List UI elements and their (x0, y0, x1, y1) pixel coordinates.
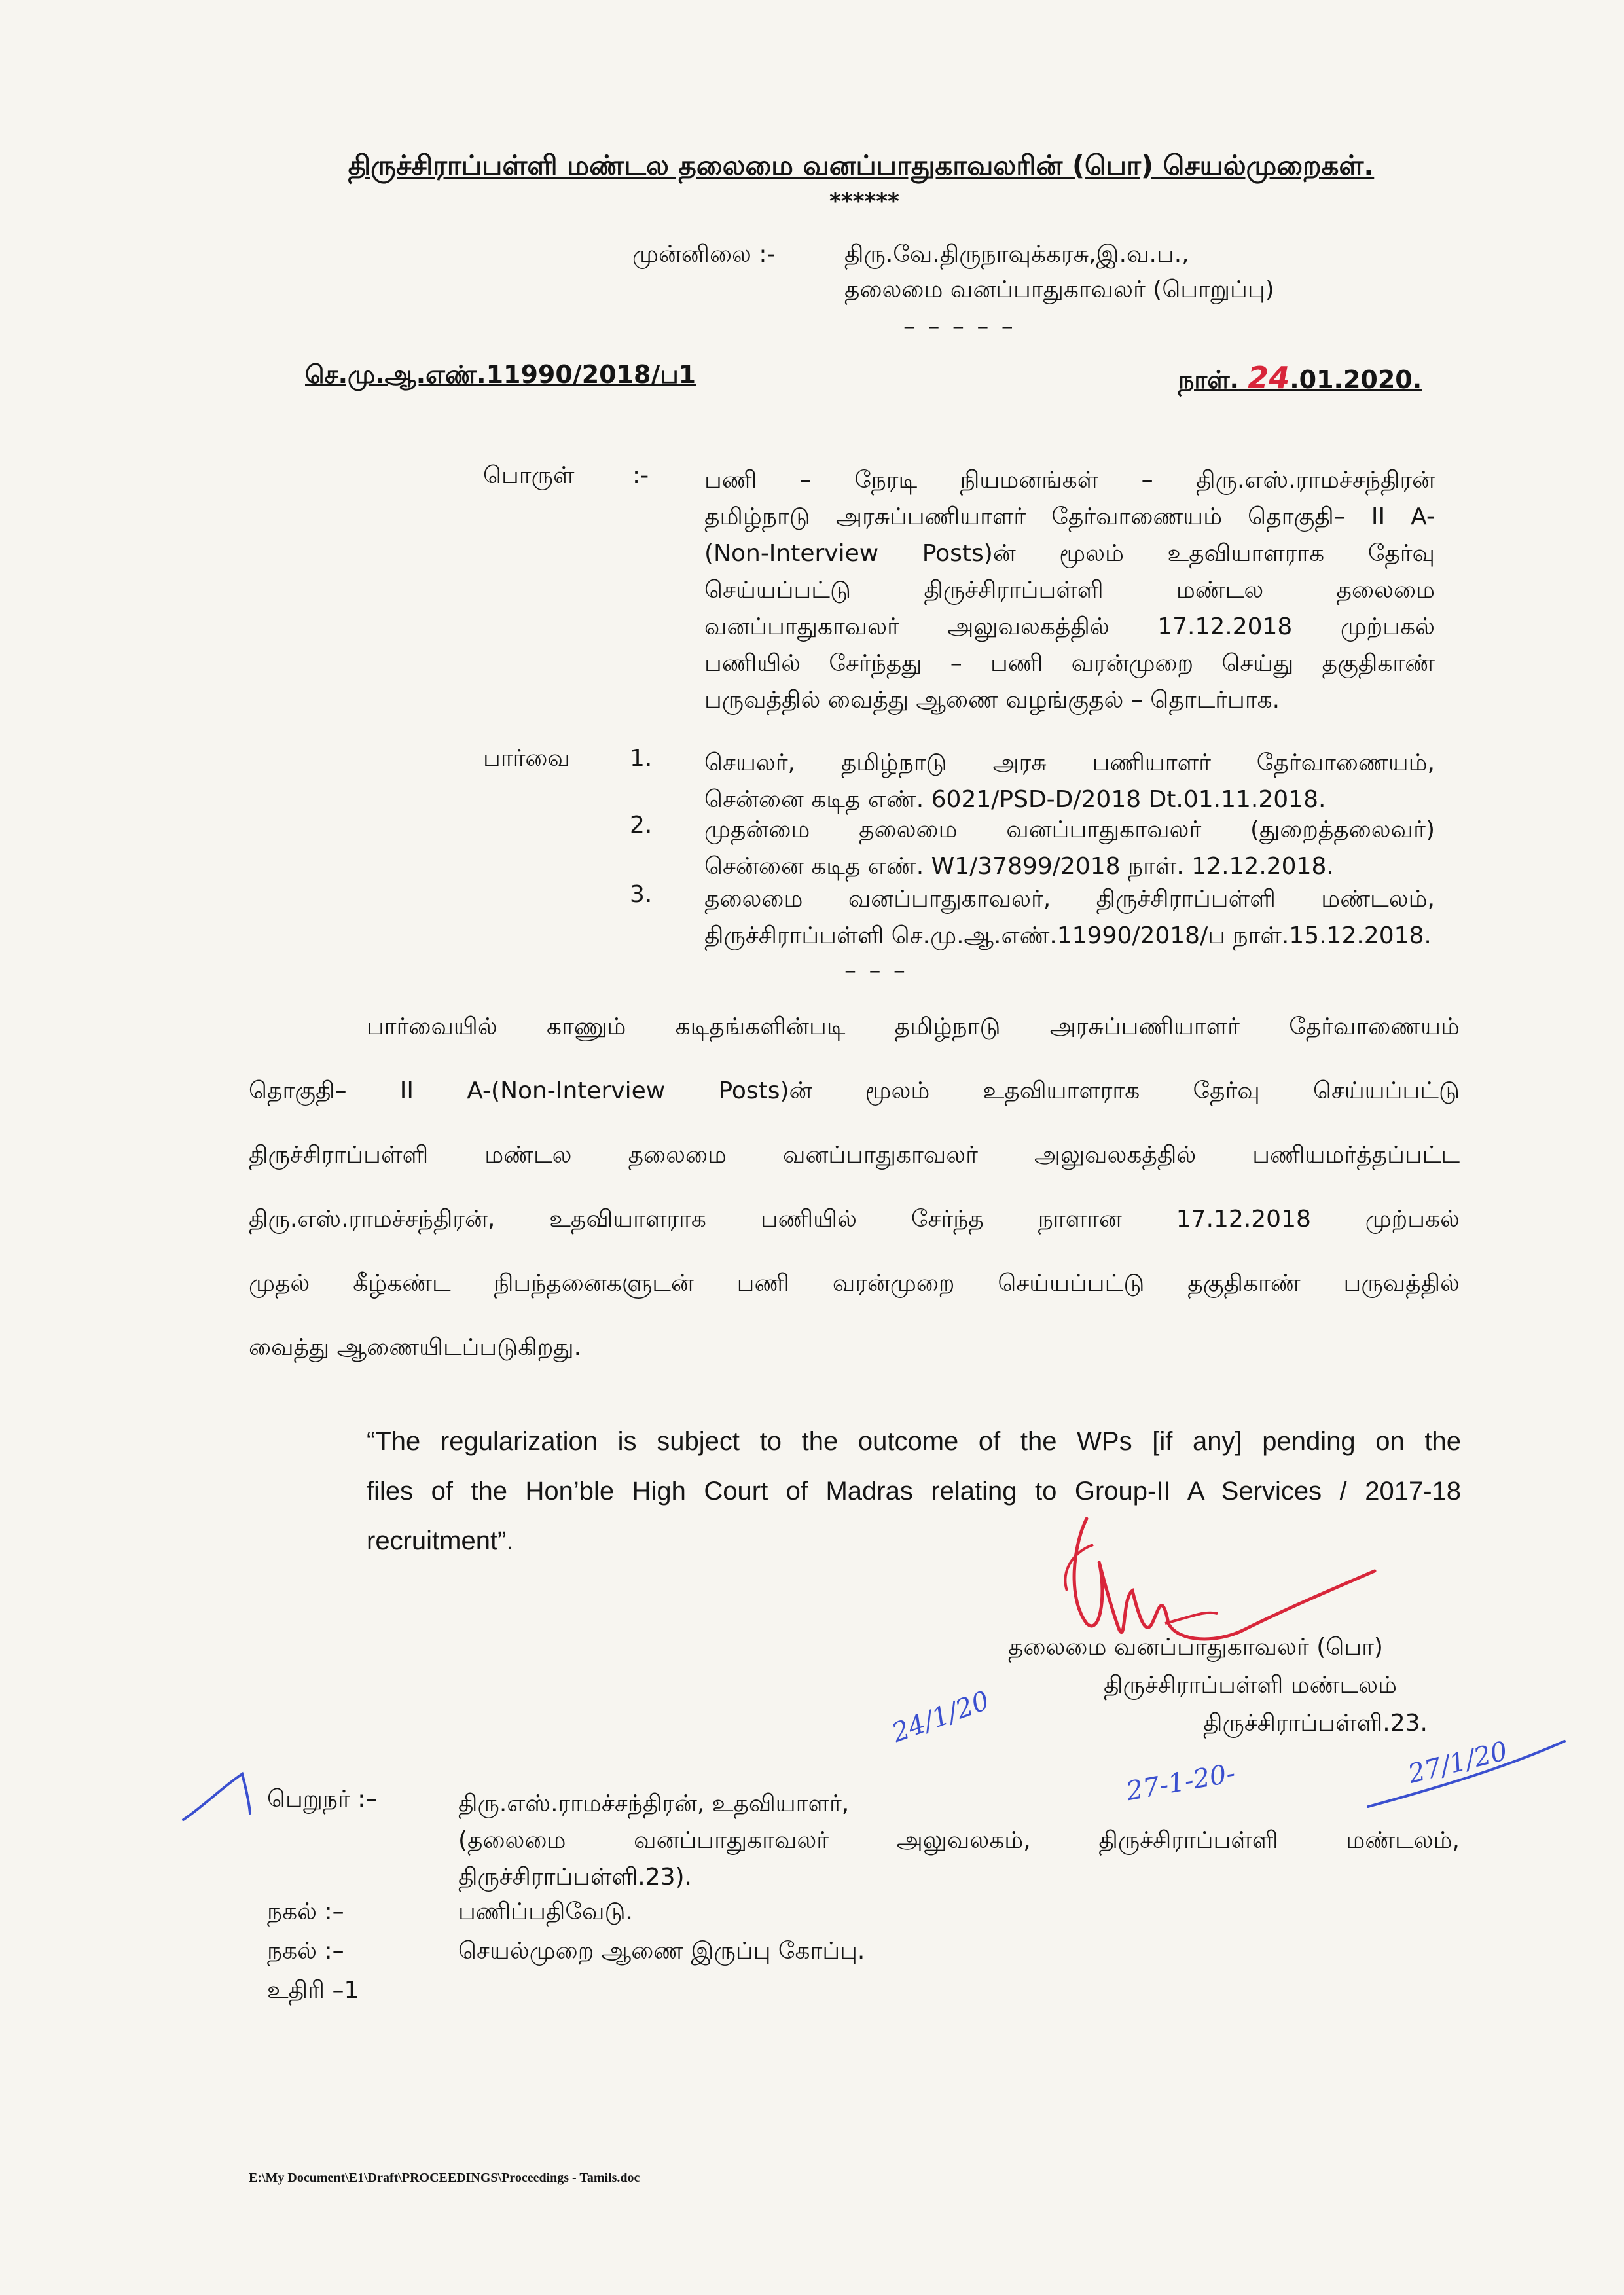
presence-label: முன்னிலை :- (632, 241, 776, 268)
copy-value-2: செயல்முறை ஆணை இருப்பு கோப்பு. (458, 1938, 865, 1964)
copy-value-1: பணிப்பதிவேடு. (458, 1898, 633, 1925)
body-line: திருச்சிராப்பள்ளி மண்டல தலைமை வனப்பாதுகாவலர் அலுவலகத்தில் பணியமர்த்தப்பட்ட (249, 1142, 1460, 1168)
reference-item-1 (704, 745, 1435, 818)
reference-num-3: 3. (630, 881, 653, 908)
reference-line: சென்னை கடித எண். 6021/PSD-D/2018 Dt.01.11.2018. (704, 786, 1326, 813)
subject-line: பணி – நேரடி நியமனங்கள் – திரு.எஸ்.ராமச்சந்திரன் (704, 467, 1435, 494)
reference-num-1: 1. (630, 745, 653, 772)
recipient-line: திரு.எஸ்.ராமச்சந்திரன், உதவியாளர், (458, 1790, 850, 1817)
reference-line: திருச்சிராப்பள்ளி செ.மு.ஆ.எண்.11990/2018/ப நாள்.15.12.2018. (704, 922, 1432, 949)
subject-line: (Non-Interview Posts)ன் மூலம் உதவியாளராக தேர்வு (704, 540, 1435, 567)
handwritten-note-2: 27-1-20- (1124, 1758, 1238, 1807)
reference-num-2: 2. (630, 812, 653, 839)
body-line: வைத்து ஆணையிடப்படுகிறது. (249, 1334, 582, 1361)
references-rule: – – – (844, 957, 908, 984)
subject-line: வனப்பாதுகாவலர் அலுவலகத்தில் 17.12.2018 முற்பகல் (704, 613, 1435, 640)
body-line: முதல் கீழ்கண்ட நிபந்தனைகளுடன் பணி வரன்முறை செய்யப்பட்டு தகுதிகாண் பருவத்தில் (249, 1270, 1460, 1297)
reference-line: சென்னை கடித எண். W1/37899/2018 நாள். 12.12.2018. (704, 853, 1334, 880)
subject-line: தமிழ்நாடு அரசுப்பணியாளர் தேர்வாணையம் தொகுதி– II A- (704, 503, 1435, 530)
body-line: பார்வையில் காணும் கடிதங்களின்படி தமிழ்நாடு அரசுப்பணியாளர் தேர்வாணையம் (367, 1013, 1460, 1040)
recipient-line: (தலைமை வனப்பாதுகாவலர் அலுவலகம், திருச்சிராப்பள்ளி மண்டலம், (458, 1827, 1460, 1854)
body-line: தொகுதி– II A-(Non-Interview Posts)ன் மூலம் உதவியாளராக தேர்வு செய்யப்பட்டு (249, 1077, 1460, 1104)
presence-rule: – – – – – (903, 313, 1016, 340)
presence-name: திரு.வே.திருநாவுக்கரசு,இ.வ.ப., (844, 241, 1189, 268)
recipient-label: பெறுநர் :– (267, 1786, 378, 1813)
file-path-footer: E:\My Document\E1\Draft\PROCEEDINGS\Proceedings - Tamils.doc (249, 2171, 640, 2185)
signatory-region: திருச்சிராப்பள்ளி மண்டலம் (1104, 1672, 1397, 1699)
references-label: பார்வை (483, 745, 570, 772)
quote-line: files of the Hon’ble High Court of Madras relating to Group-II A Services / 2017-18 (367, 1477, 1461, 1506)
subject-line: பணியில் சேர்ந்தது – பணி வரன்முறை செய்து தகுதிகாண் (704, 650, 1435, 677)
quote-line: recruitment”. (367, 1527, 514, 1555)
reference-number: செ.மு.ஆ.எண்.11990/2018/ப1 (305, 360, 696, 389)
date-label: நாள். (1178, 365, 1239, 394)
recipient-address (458, 1786, 1460, 1896)
signatory-designation: தலைமை வனப்பாதுகாவலர் (பொ) (1008, 1634, 1383, 1661)
spare-copy-label: உதிரி –1 (267, 1977, 359, 2004)
reference-item-2 (704, 812, 1435, 885)
reference-line: தலைமை வனப்பாதுகாவலர், திருச்சிராப்பள்ளி மண்டலம், (704, 886, 1435, 913)
recipient-line: திருச்சிராப்பள்ளி.23). (458, 1864, 692, 1890)
subject-label: பொருள் (483, 462, 575, 489)
reference-date (1178, 360, 1422, 398)
date-day-handwritten: 24 (1248, 360, 1290, 395)
presence-designation: தலைமை வனப்பாதுகாவலர் (பொறுப்பு) (844, 276, 1274, 303)
title-stars: ****** (829, 189, 899, 215)
subject-text (704, 462, 1435, 719)
copy-label-2: நகல் :– (267, 1938, 344, 1964)
handwritten-note-3: 27/1/20 (1405, 1736, 1511, 1790)
subject-line: பருவத்தில் வைத்து ஆணை வழங்குதல் – தொடர்பாக. (704, 687, 1280, 714)
body-paragraph (249, 995, 1460, 1380)
date-rest: .01.2020. (1290, 365, 1422, 394)
quote-line: “The regularization is subject to the outcome of the WPs [if any] pending on the (367, 1427, 1461, 1456)
handwritten-note-1: 24/1/20 (888, 1686, 994, 1748)
signatory-city: திருச்சிராப்பள்ளி.23. (1203, 1710, 1428, 1737)
document-title: திருச்சிராப்பள்ளி மண்டல தலைமை வனப்பாதுகாவலரின் (பொ) செயல்முறைகள். (348, 149, 1375, 181)
reference-line: முதன்மை தலைமை வனப்பாதுகாவலர் (துறைத்தலைவர்) (704, 816, 1435, 843)
reference-item-3 (704, 881, 1435, 954)
reference-line: செயலர், தமிழ்நாடு அரசு பணியாளர் தேர்வாணையம், (704, 750, 1435, 776)
copy-label-1: நகல் :– (267, 1898, 344, 1925)
body-line: திரு.எஸ்.ராமச்சந்திரன், உதவியாளராக பணியில் சேர்ந்த நாளான 17.12.2018 முற்பகல் (249, 1206, 1460, 1233)
handwritten-tick-mark (177, 1767, 255, 1826)
subject-line: செய்யப்பட்டு திருச்சிராப்பள்ளி மண்டல தலைமை (704, 577, 1435, 604)
subject-separator: :- (632, 462, 649, 489)
